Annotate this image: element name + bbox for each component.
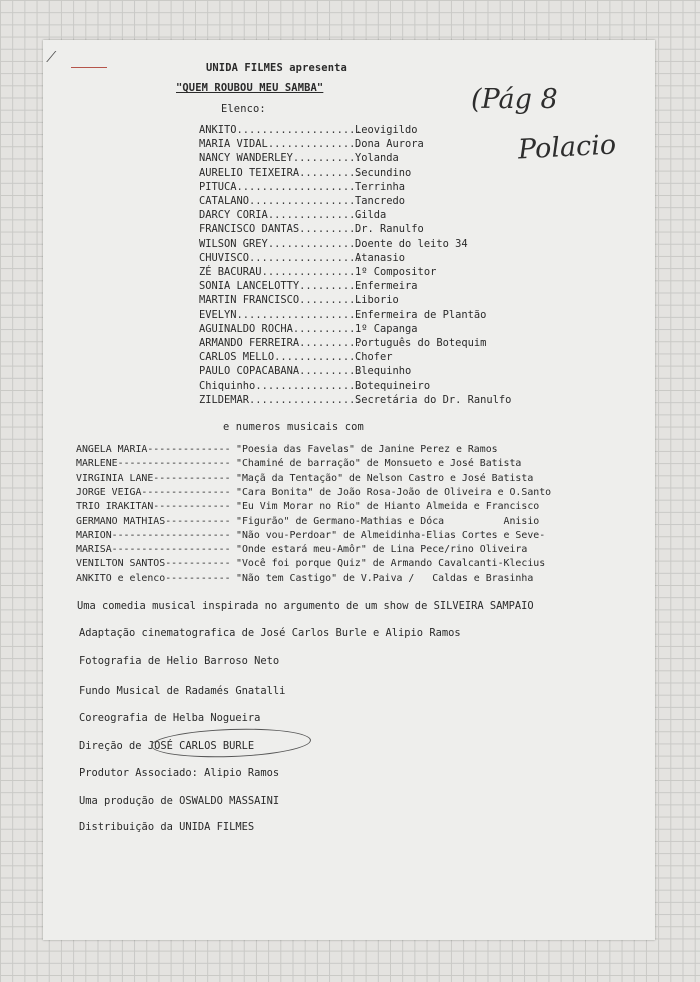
director-circle-annotation <box>151 726 312 760</box>
cast-role: 1º Compositor <box>355 266 437 278</box>
cast-actor <box>199 237 362 251</box>
cast-row <box>199 209 386 222</box>
cast-row <box>199 238 468 251</box>
cast-actor <box>199 351 362 364</box>
song-title: "Não vou-Perdoar" de Almeidinha-Elias Cortes e Seve- <box>236 529 546 541</box>
leader-dashes: -------------- <box>147 444 231 455</box>
cast-heading: Elenco: <box>221 103 266 115</box>
credit-choreography: Coreografia de Helba Nogueira <box>79 712 261 724</box>
song-title: "Você foi porque Quiz" de Armando Cavalcanti-Klecius <box>236 558 546 570</box>
leader-dashes: ------------------- <box>117 458 231 470</box>
cast-actor <box>199 180 362 194</box>
cast-role: Dona Aurora <box>355 138 424 151</box>
song-row <box>76 457 521 470</box>
leader-dots: ............... <box>267 209 362 222</box>
actor-name: Chiquinho <box>199 379 256 392</box>
cast-row <box>199 337 486 350</box>
credit-producer: Produtor Associado: Alipio Ramos <box>79 767 280 779</box>
leader-dashes: --------------- <box>141 486 231 498</box>
cast-role: Terrinha <box>355 180 406 193</box>
leader-dots: .................. <box>249 251 362 264</box>
margin-mark-line <box>71 67 107 68</box>
song-singer <box>76 543 236 556</box>
singer-name: TRIO IRAKITAN <box>76 501 154 513</box>
actor-name: ZÉ BACURAU <box>199 266 262 278</box>
leader-dots: .......... <box>299 280 362 293</box>
actor-name: CHUVISCO <box>199 251 250 264</box>
song-singer <box>76 486 236 499</box>
cast-actor <box>199 308 362 322</box>
cast-row <box>199 380 430 393</box>
song-title: "Não tem Castigo" de V.Paiva / Caldas e Brasinha <box>236 572 534 584</box>
actor-name: MARTIN FRANCISCO <box>199 294 300 307</box>
leader-dots: .......... <box>299 166 362 179</box>
cast-actor <box>199 379 362 393</box>
leader-dots: .................... <box>236 124 362 136</box>
actor-name: DARCY CORIA <box>199 209 268 222</box>
film-title: "QUEM ROUBOU MEU SAMBA" <box>176 82 324 94</box>
musical-numbers-heading: e numeros musicais com <box>223 421 364 433</box>
cast-role: Leovigildo <box>355 124 418 136</box>
leader-dashes: -------------------- <box>111 544 231 556</box>
leader-dots: ................. <box>255 379 362 392</box>
cast-row <box>199 351 393 364</box>
song-title: "Figurão" de Germano-Mathias e Dóca Anisio <box>236 515 540 527</box>
singer-name: MARISA <box>76 544 112 556</box>
actor-name: ARMANDO FERREIRA <box>199 337 300 349</box>
cast-actor <box>199 322 362 336</box>
cast-row <box>199 195 405 208</box>
credit-inspiration: Uma comedia musical inspirada no argumento de um show de SILVEIRA SAMPAIO <box>77 600 534 612</box>
credit-production: Uma produção de OSWALDO MASSAINI <box>79 795 280 807</box>
cast-actor <box>199 251 362 265</box>
actor-name: NANCY WANDERLEY <box>199 152 293 165</box>
song-row <box>76 443 498 456</box>
song-singer <box>76 572 236 585</box>
credit-music: Fundo Musical de Radamés Gnatalli <box>79 685 286 697</box>
song-row <box>76 557 545 570</box>
cast-row <box>199 152 399 165</box>
cast-row <box>199 323 418 336</box>
leader-dots: ........... <box>292 322 362 335</box>
cast-actor <box>199 294 362 307</box>
leader-dots: .......... <box>299 294 362 307</box>
cast-role: Chofer <box>355 351 393 364</box>
leader-dots: .......... <box>299 337 362 349</box>
song-title: "Eu Vim Morar no Rio" de Hianto Almeida e Francisco <box>236 501 540 513</box>
cast-role: 1º Capanga <box>355 322 418 335</box>
leader-dots: .......... <box>299 223 362 236</box>
leader-dots: ........... <box>292 152 362 165</box>
leader-dashes: ------------- <box>153 472 231 484</box>
cast-actor <box>199 209 362 222</box>
cast-actor <box>199 365 362 378</box>
song-row <box>76 486 551 499</box>
cast-actor <box>199 138 362 151</box>
cast-row <box>199 280 418 293</box>
actor-name: EVELYN <box>199 308 237 321</box>
song-singer <box>76 515 236 528</box>
cast-row <box>199 124 418 137</box>
cast-role: Tancredo <box>355 195 406 207</box>
song-singer <box>76 443 236 456</box>
song-row <box>76 500 539 513</box>
handwritten-page-note: (Pág 8 <box>471 84 558 115</box>
song-row <box>76 543 527 556</box>
song-singer <box>76 557 236 570</box>
leader-dots: .................. <box>249 393 362 406</box>
cast-actor <box>199 152 362 165</box>
song-title: "Maçã da Tentação" de Nelson Castro e José Batista <box>236 472 534 484</box>
cast-role: Gilda <box>355 209 387 222</box>
leader-dots: .................... <box>236 308 362 321</box>
cast-row <box>199 394 511 407</box>
leader-dashes: ------------- <box>153 501 231 513</box>
cast-row <box>199 167 411 180</box>
actor-name: FRANCISCO DANTAS <box>199 223 300 236</box>
cast-role: Português do Botequim <box>355 337 487 349</box>
credit-adaptation: Adaptação cinematografica de José Carlos Burle e Alipio Ramos <box>79 627 461 639</box>
song-singer <box>76 500 236 513</box>
cast-role: Doente do leito 34 <box>355 237 468 250</box>
leader-dots: ............... <box>267 138 362 151</box>
song-title: "Onde estará meu-Amôr" de Lina Pece/rino Oliveira <box>236 544 528 556</box>
leader-dots: ................ <box>261 266 362 278</box>
singer-name: ANGELA MARIA <box>76 444 148 455</box>
document-page <box>43 40 655 940</box>
cast-role: Liborio <box>355 294 399 307</box>
song-row <box>76 529 545 542</box>
cast-actor <box>199 393 362 407</box>
song-title: "Poesia das Favelas" de Janine Perez e Ramos <box>236 444 498 455</box>
cast-row <box>199 181 405 194</box>
cast-row <box>199 252 405 265</box>
cast-role: Botequineiro <box>355 379 431 392</box>
cast-row <box>199 223 424 236</box>
cast-actor <box>199 166 362 180</box>
song-singer <box>76 529 236 542</box>
cast-actor <box>199 266 362 279</box>
actor-name: ZILDEMAR <box>199 393 250 406</box>
corner-mark: ⁄ <box>50 48 53 66</box>
cast-row <box>199 309 486 322</box>
actor-name: PAULO COPACABANA <box>199 365 300 378</box>
director-name: JOSÉ CARLOS BURLE <box>147 740 255 752</box>
singer-name: MARLENE <box>76 458 118 470</box>
song-title: "Cara Bonita" de João Rosa-João de Oliveira e O.Santo <box>236 486 552 498</box>
actor-name: ANKITO <box>199 124 237 136</box>
leader-dots: .............. <box>274 351 362 364</box>
singer-name: GERMANO MATHIAS <box>76 515 166 527</box>
cast-role: Secretária do Dr. Ranulfo <box>355 393 512 406</box>
actor-name: PITUCA <box>199 180 237 193</box>
singer-name: VENILTON SANTOS <box>76 558 166 570</box>
cast-actor <box>199 337 362 350</box>
song-row <box>76 572 533 585</box>
song-row <box>76 472 533 485</box>
leader-dots: .................... <box>236 180 362 193</box>
cast-actor <box>199 195 362 208</box>
credit-distribution: Distribuição da UNIDA FILMES <box>79 821 255 833</box>
actor-name: AURELIO TEIXEIRA <box>199 166 300 179</box>
cast-role: Blequinho <box>355 365 412 378</box>
cast-role: Yolanda <box>355 152 399 165</box>
singer-name: VIRGINIA LANE <box>76 472 154 484</box>
leader-dots: .......... <box>299 365 362 378</box>
cast-row <box>199 294 399 307</box>
cast-row <box>199 266 436 279</box>
cast-actor <box>199 124 362 137</box>
song-singer <box>76 457 236 470</box>
cast-role: Atanasio <box>355 251 406 264</box>
credit-photography: Fotografia de Helio Barroso Neto <box>79 655 280 667</box>
leader-dashes: ----------- <box>165 572 231 584</box>
leader-dots: .................. <box>249 195 362 207</box>
cast-actor <box>199 280 362 293</box>
song-row <box>76 515 539 528</box>
actor-name: CARLOS MELLO <box>199 351 275 364</box>
cast-row <box>199 138 424 151</box>
leader-dashes: -------------------- <box>111 529 231 541</box>
actor-name: SONIA LANCELOTTY <box>199 280 300 293</box>
handwritten-name-note: Polacio <box>517 129 617 166</box>
direction-prefix: Direção de <box>79 740 148 752</box>
singer-name: ANKITO e elenco <box>76 572 166 584</box>
cast-role: Dr. Ranulfo <box>355 223 424 236</box>
cast-role: Enfermeira de Plantão <box>355 308 487 321</box>
singer-name: JORGE VEIGA <box>76 486 142 498</box>
cast-row <box>199 365 411 378</box>
cast-role: Secundino <box>355 166 412 179</box>
actor-name: CATALANO <box>199 195 250 207</box>
actor-name: MARIA VIDAL <box>199 138 268 151</box>
cast-actor <box>199 223 362 236</box>
cast-role: Enfermeira <box>355 280 418 293</box>
song-title: "Chaminé de barração" de Monsueto e José Batista <box>236 458 522 470</box>
singer-name: MARION <box>76 529 112 541</box>
leader-dashes: ----------- <box>165 515 231 527</box>
presenter-line: UNIDA FILMES apresenta <box>206 62 347 74</box>
actor-name: WILSON GREY <box>199 237 268 250</box>
song-singer <box>76 472 236 485</box>
leader-dots: ............... <box>267 237 362 250</box>
leader-dashes: ----------- <box>165 558 231 570</box>
actor-name: AGUINALDO ROCHA <box>199 322 293 335</box>
